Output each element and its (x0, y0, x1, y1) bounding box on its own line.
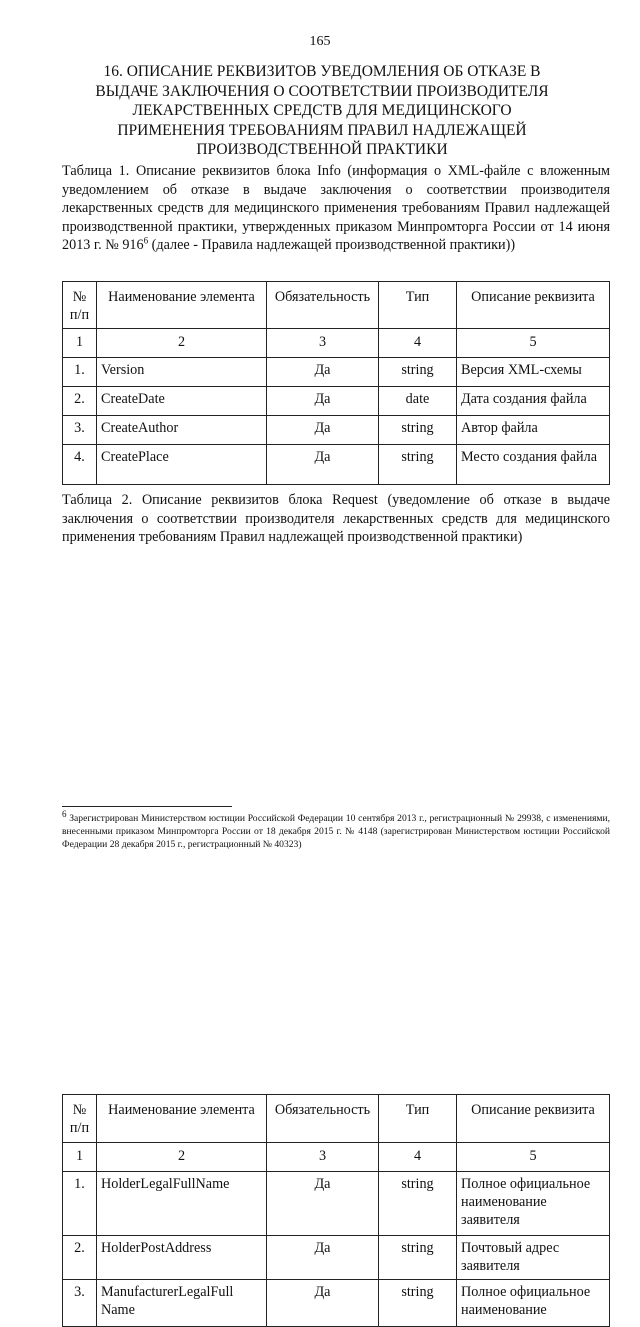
table1 (62, 281, 610, 485)
row-number: 4. (63, 445, 97, 485)
row-number: 2. (63, 1236, 97, 1280)
column-header-type: Тип (379, 1095, 457, 1143)
row-number: 1. (63, 358, 97, 387)
column-index-row (63, 329, 610, 358)
column-header-description: Описание реквизита (457, 282, 610, 329)
column-header-required: Обязательность (267, 282, 379, 329)
index-cell: 4 (379, 1143, 457, 1172)
required-value: Да (267, 1236, 379, 1280)
column-header-element-name: Наименование элемента (97, 1095, 267, 1143)
column-header-description: Описание реквизита (457, 1095, 610, 1143)
type-value: string (379, 358, 457, 387)
column-header-type: Тип (379, 282, 457, 329)
table-row (63, 387, 610, 416)
element-name: CreateAuthor (97, 416, 267, 445)
column-header-required: Обязательность (267, 1095, 379, 1143)
table-header-row (63, 282, 610, 329)
footnote-marker: 6 (62, 808, 67, 819)
type-value: string (379, 1236, 457, 1280)
required-value: Да (267, 387, 379, 416)
element-name: HolderPostAddress (97, 1236, 267, 1280)
table1-caption-tail: (далее - Правила надлежащей производственной практики)) (148, 237, 516, 253)
column-header-element-name: Наименование элемента (97, 282, 267, 329)
element-name: ManufacturerLegalFull Name (97, 1280, 267, 1327)
index-cell: 3 (267, 1143, 379, 1172)
table1-caption (62, 162, 610, 255)
column-header-number: № п/п (63, 1095, 97, 1143)
required-value: Да (267, 1280, 379, 1327)
description-value: Почтовый адрес заявителя (457, 1236, 610, 1280)
type-value: string (379, 416, 457, 445)
description-value: Место создания файла (457, 445, 610, 485)
element-name: CreateDate (97, 387, 267, 416)
row-number: 3. (63, 1280, 97, 1327)
description-value: Полное официальное наименование заявителя (457, 1172, 610, 1236)
table-row (63, 1172, 610, 1236)
table2-caption: Таблица 2. Описание реквизитов блока Request (уведомление об отказе в выдаче заключения о соответствии производителя лекарственных средств для медицинского применения требованиям Правил надлежащей производственной практики) (62, 492, 610, 545)
table-row (63, 1236, 610, 1280)
description-value: Дата создания файла (457, 387, 610, 416)
table-row (63, 416, 610, 445)
required-value: Да (267, 416, 379, 445)
element-name: CreatePlace (97, 445, 267, 485)
type-value: string (379, 445, 457, 485)
footnote (62, 808, 610, 851)
footnote-divider (62, 806, 232, 807)
description-value: Версия XML-схемы (457, 358, 610, 387)
row-number: 3. (63, 416, 97, 445)
required-value: Да (267, 358, 379, 387)
table1-caption-main: Таблица 1. Описание реквизитов блока Info (информация о XML-файле с вложенным уведомлением об отказе в выдаче заключения о соответствии производителя лекарственных средств для медицинского применения требованиям Правил надлежащей производственной практики, утвержденных приказом Минпромторга России от 14 июня 2013 г. № 916 (62, 163, 610, 253)
type-value: string (379, 1172, 457, 1236)
required-value: Да (267, 445, 379, 485)
index-cell: 5 (457, 329, 610, 358)
page-number: 165 (309, 34, 331, 49)
column-header-number: № п/п (63, 282, 97, 329)
description-value: Автор файла (457, 416, 610, 445)
footnote-reference[interactable]: 6 (143, 235, 149, 246)
element-name: HolderLegalFullName (97, 1172, 267, 1236)
section-heading: 16. ОПИСАНИЕ РЕКВИЗИТОВ УВЕДОМЛЕНИЯ ОБ ОТКАЗЕ В ВЫДАЧЕ ЗАКЛЮЧЕНИЯ О СООТВЕТСТВИИ ПРОИЗВОДИТЕЛЯ ЛЕКАРСТВЕННЫХ СРЕДСТВ ДЛЯ МЕДИЦИНСКОГО ПРИМЕНЕНИЯ ТРЕБОВАНИЯМ ПРАВИЛ НАДЛЕЖАЩЕЙ ПРОИЗВОДСТВЕННОЙ ПРАКТИКИ (95, 63, 549, 158)
type-value: string (379, 1280, 457, 1327)
index-cell: 4 (379, 329, 457, 358)
footnote-text: Зарегистрирован Министерством юстиции Российской Федерации 10 сентября 2013 г., регистрационный № 29938, с изменениями, внесенными приказом Минпромторга России от 18 декабря 2015 г. № 4148 (зарегистрирован Министерством юстиции Российской Федерации 28 декабря 2015 г., регистрационный № 40323) (62, 813, 610, 850)
table2 (62, 1094, 610, 1327)
row-number: 2. (63, 387, 97, 416)
index-cell: 2 (97, 1143, 267, 1172)
description-value: Полное официальное наименование (457, 1280, 610, 1327)
index-cell: 2 (97, 329, 267, 358)
table-row (63, 445, 610, 485)
column-index-row (63, 1143, 610, 1172)
index-cell: 5 (457, 1143, 610, 1172)
row-number: 1. (63, 1172, 97, 1236)
index-cell: 3 (267, 329, 379, 358)
table-header-row (63, 1095, 610, 1143)
element-name: Version (97, 358, 267, 387)
type-value: date (379, 387, 457, 416)
index-cell: 1 (63, 329, 97, 358)
index-cell: 1 (63, 1143, 97, 1172)
required-value: Да (267, 1172, 379, 1236)
table-row (63, 358, 610, 387)
table-row (63, 1280, 610, 1327)
